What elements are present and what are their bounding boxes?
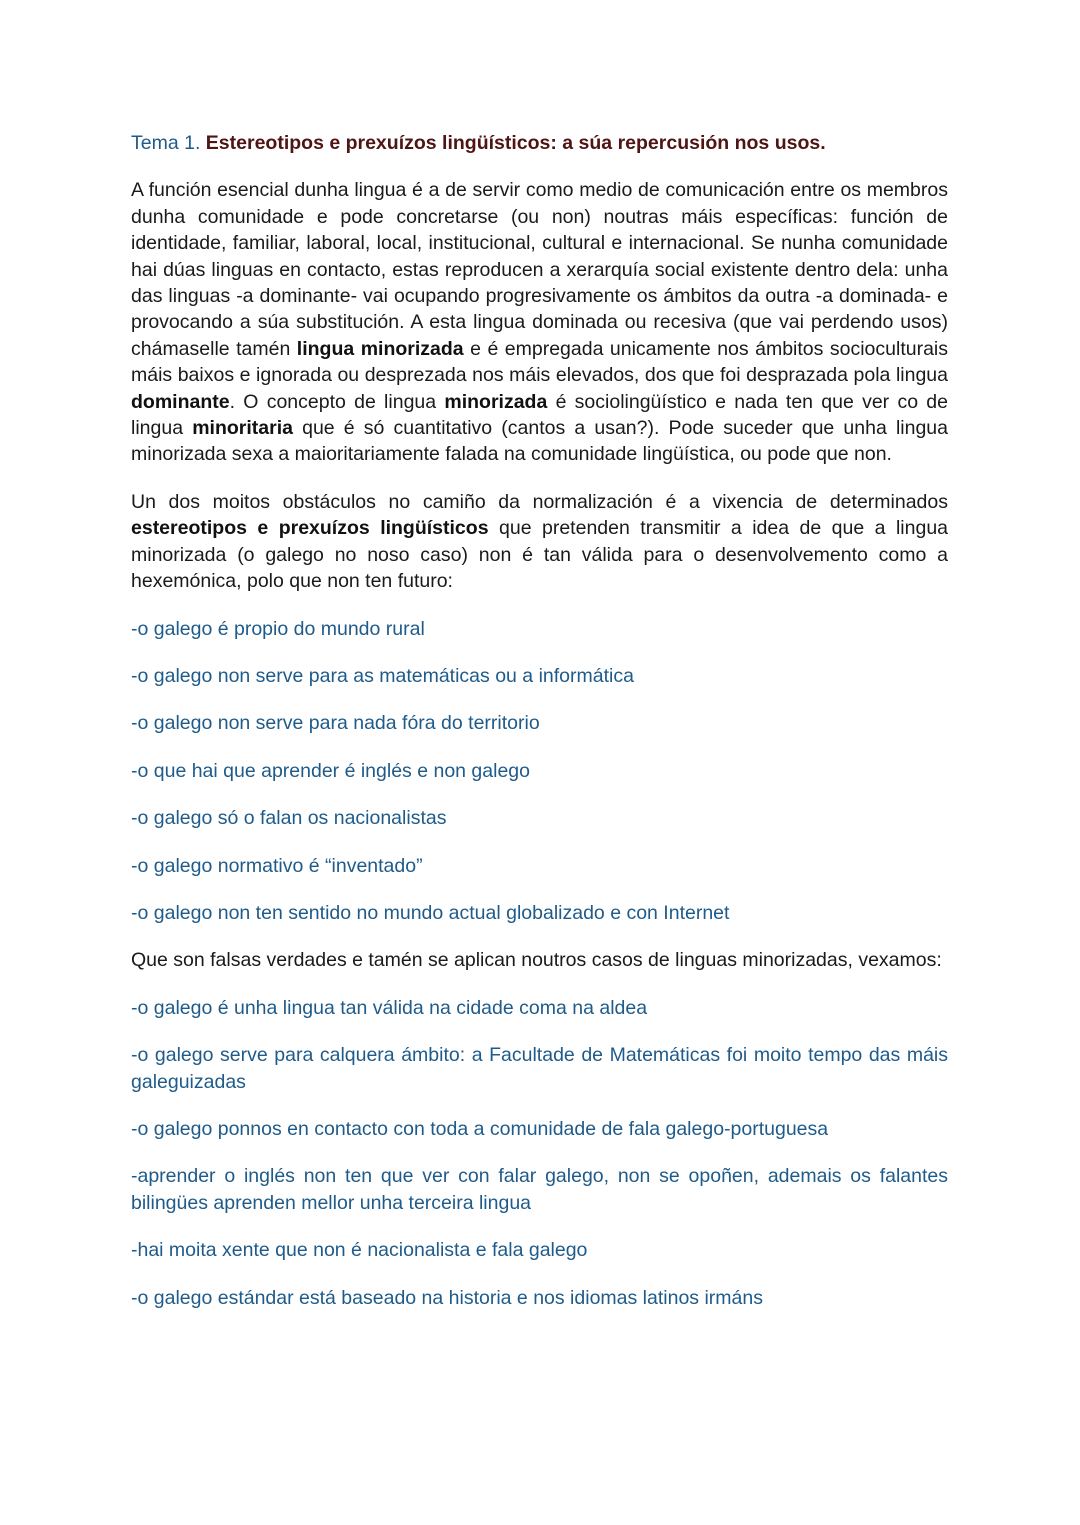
paragraph-obstacles <box>131 489 948 595</box>
title-prefix: Tema 1. <box>131 132 206 154</box>
list-item: -o galego serve para calquera ámbito: a Facultade de Matemáticas foi moito tempo das máis galeguizadas <box>131 1044 948 1093</box>
stereotypes-list <box>131 616 948 927</box>
list-item: -o galego normativo é “inventado” <box>131 854 423 877</box>
list-item: -o galego estándar está baseado na historia e nos idiomas latinos irmáns <box>131 1286 763 1309</box>
list-item: -aprender o inglés non ten que ver con falar galego, non se opoñen, ademais os falantes bilingües aprenden mellor unha terceira lingua <box>131 1165 948 1214</box>
list-item: -o galego non serve para as matemáticas ou a informática <box>131 664 634 687</box>
text-run: e é empregada unicamente nos ámbitos socioculturais máis baixos e ignorada ou desprezada nos máis elevados, dos que foi desprazada pola lingua <box>131 337 948 387</box>
document-page <box>131 130 948 1332</box>
list-item: -o galego non serve para nada fóra do territorio <box>131 712 540 735</box>
text-run: . O concepto de lingua <box>229 390 445 413</box>
list-item: -o galego é propio do mundo rural <box>131 617 425 640</box>
list-item: -hai moita xente que non é nacionalista e fala galego <box>131 1239 588 1262</box>
list-item: -o galego non ten sentido no mundo actual globalizado e con Internet <box>131 901 730 924</box>
bold-term: estereotipos e prexuízos lingüísticos <box>131 517 489 540</box>
text-run: Un dos moitos obstáculos no camiño da normalización é a vixencia de determinados <box>131 490 948 513</box>
paragraph-false-truths: Que son falsas verdades e tamén se aplican noutros casos de linguas minorizadas, vexamos: <box>131 949 942 972</box>
list-item: -o galego é unha lingua tan válida na cidade coma na aldea <box>131 996 648 1019</box>
page-title <box>131 130 948 156</box>
bold-term: dominante <box>131 390 230 413</box>
list-item: -o que hai que aprender é inglés e non galego <box>131 759 530 782</box>
text-run: que pretenden transmitir a idea de que a lingua minorizada (o galego no noso caso) non é tan válida para o desenvolvemento como a hexemónica, polo que non ten futuro: <box>131 517 949 593</box>
bold-term: minorizada <box>444 390 548 413</box>
title-main: Estereotipos e prexuízos lingüísticos: a súa repercusión nos usos. <box>205 132 826 154</box>
text-run: é sociolingüístico e nada ten que ver co de lingua <box>131 390 948 440</box>
paragraph-intro <box>131 177 948 467</box>
rebuttals-list <box>131 995 948 1311</box>
text-run: A función esencial dunha lingua é a de servir como medio de comunicación entre os membros dunha comunidade e pode concretarse (ou non) noutras máis específicas: función de identidade, familiar, laboral, local, institucional, cultural e internacional. Se nunha comunidade hai dúas linguas en contacto, estas reproducen a xerarquía social existente dentro dela: unha das linguas -a dominante- vai ocupando progresivamente os ámbitos da outra -a dominada- e provocando a súa substitución. A esta lingua dominada ou recesiva (que vai perdendo usos) chámaselle tamén <box>131 179 948 360</box>
list-item: -o galego ponnos en contacto con toda a comunidade de fala galego-portuguesa <box>131 1117 829 1140</box>
bold-term: minoritaria <box>192 417 293 440</box>
bold-term: lingua minorizada <box>296 337 464 360</box>
text-run: que é só cuantitativo (cantos a usan?). Pode suceder que unha lingua minorizada sexa a maioritariamente falada na comunidade lingüística, ou pode que non. <box>131 417 948 466</box>
list-item: -o galego só o falan os nacionalistas <box>131 807 447 830</box>
